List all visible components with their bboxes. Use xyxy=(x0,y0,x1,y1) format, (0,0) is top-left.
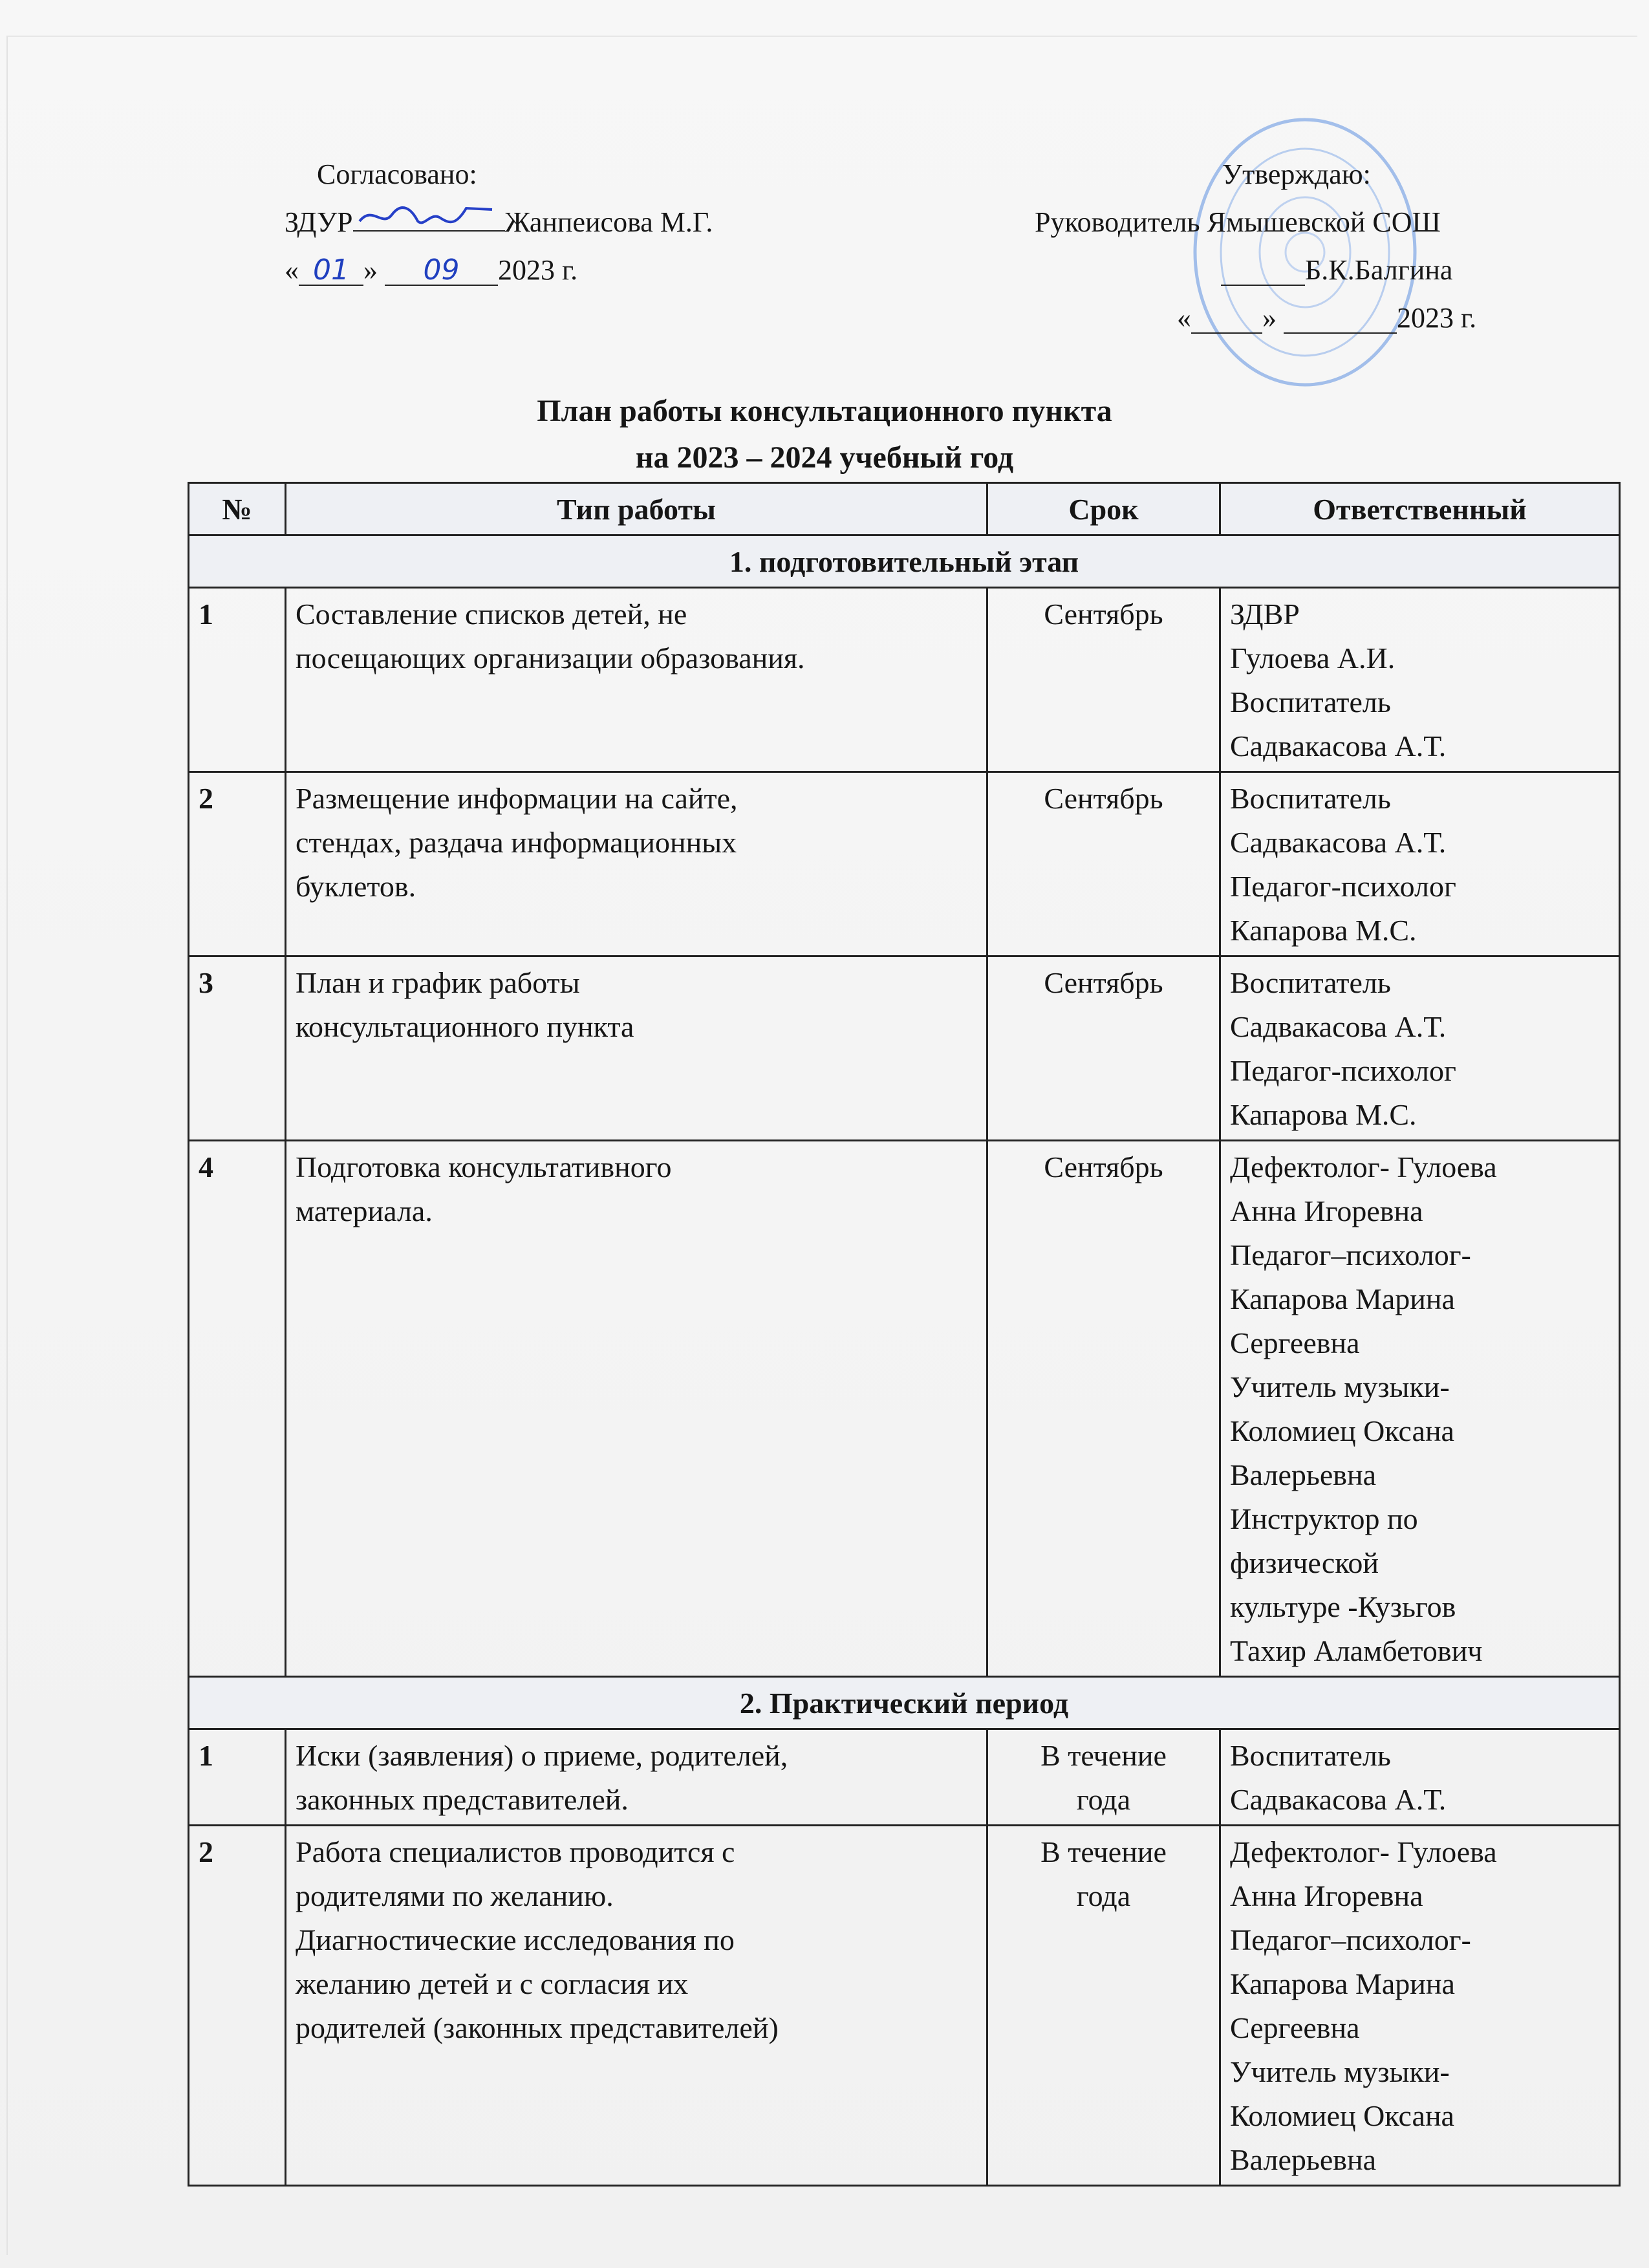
column-header-type: Тип работы xyxy=(286,483,987,535)
approve-year: 2023 г. xyxy=(1397,302,1477,334)
responsible-line: Учитель музыки- xyxy=(1230,1370,1450,1403)
work-type-line: План и график работы xyxy=(296,966,580,999)
term-line: года xyxy=(1076,1879,1131,1912)
responsible-line: Капарова М.С. xyxy=(1230,914,1417,947)
plan-table xyxy=(188,482,1621,2187)
work-type-line: законных представителей. xyxy=(296,1783,629,1816)
work-type-line: Подготовка консультативного xyxy=(296,1150,672,1183)
term-line: Сентябрь xyxy=(1044,966,1163,999)
official-seal-icon xyxy=(1189,113,1421,391)
responsible-line: физической xyxy=(1230,1546,1379,1579)
responsible-line: Капарова Марина xyxy=(1230,1282,1455,1315)
table-row xyxy=(189,1141,1620,1677)
term-cell xyxy=(987,1141,1220,1677)
work-type-line: родителей (законных представителей) xyxy=(296,2011,779,2044)
responsible-cell xyxy=(1220,588,1620,772)
responsible-line: Садвакасова А.Т. xyxy=(1230,1010,1447,1043)
work-type-cell xyxy=(286,956,987,1141)
term-cell xyxy=(987,1826,1220,2186)
agreed-signature xyxy=(353,208,505,232)
work-type-line: Иски (заявления) о приеме, родителей, xyxy=(296,1739,788,1772)
responsible-line: Воспитатель xyxy=(1230,1739,1391,1772)
plan-table-body xyxy=(189,535,1620,2186)
work-type-cell xyxy=(286,772,987,956)
approve-signature-blank xyxy=(1221,256,1305,286)
term-line: В течение xyxy=(1040,1835,1167,1868)
responsible-line: Коломиец Оксана xyxy=(1230,2099,1454,2132)
work-type-line: Работа специалистов проводится с xyxy=(296,1835,735,1868)
responsible-line: Сергеевна xyxy=(1230,1326,1360,1359)
row-number: 1 xyxy=(189,1729,286,1826)
responsible-line: ЗДВР xyxy=(1230,598,1300,631)
term-cell xyxy=(987,588,1220,772)
stage-1-title: 1. подготовительный этап xyxy=(189,535,1620,588)
row-number: 1 xyxy=(189,588,286,772)
responsible-line: Капарова Марина xyxy=(1230,1967,1455,2000)
column-header-term: Срок xyxy=(987,483,1220,535)
responsible-line: Садвакасова А.Т. xyxy=(1230,729,1447,762)
responsible-line: Садвакасова А.Т. xyxy=(1230,826,1447,859)
responsible-line: Дефектолог- Гулоева xyxy=(1230,1150,1497,1183)
agreed-date-open-quote: « xyxy=(285,254,299,286)
responsible-line: Гулоева А.И. xyxy=(1230,642,1396,675)
responsible-line: Тахир Аламбетович xyxy=(1230,1634,1483,1667)
responsible-line: Инструктор по xyxy=(1230,1502,1418,1535)
approve-month-blank xyxy=(1284,304,1397,334)
responsible-line: Анна Игоревна xyxy=(1230,1879,1423,1912)
agreed-label: Согласовано: xyxy=(317,158,477,190)
table-row xyxy=(189,956,1620,1141)
term-line: года xyxy=(1076,1783,1131,1816)
responsible-line: Валерьевна xyxy=(1230,1458,1377,1491)
table-row xyxy=(189,1729,1620,1826)
responsible-line: Педагог–психолог- xyxy=(1230,1923,1471,1956)
responsible-line: Анна Игоревна xyxy=(1230,1194,1423,1227)
responsible-cell xyxy=(1220,956,1620,1141)
responsible-line: Дефектолог- Гулоева xyxy=(1230,1835,1497,1868)
agreed-position: ЗДУР xyxy=(285,206,353,238)
document-title: План работы консультационного пункта xyxy=(537,394,1112,428)
stage-row xyxy=(189,1677,1620,1729)
approve-position: Руководитель Ямышевской СОШ xyxy=(1035,206,1441,238)
table-header-row xyxy=(189,483,1620,535)
table-row xyxy=(189,1826,1620,2186)
responsible-line: Капарова М.С. xyxy=(1230,1098,1417,1131)
agreed-date-close-quote: » xyxy=(363,254,378,286)
work-type-cell xyxy=(286,588,987,772)
column-header-number: № xyxy=(189,483,286,535)
work-type-line: Диагностические исследования по xyxy=(296,1923,735,1956)
document-subtitle: на 2023 – 2024 учебный год xyxy=(635,440,1014,475)
term-cell xyxy=(987,772,1220,956)
work-type-line: буклетов. xyxy=(296,870,416,903)
signature-mark-icon xyxy=(353,202,505,234)
responsible-line: Садвакасова А.Т. xyxy=(1230,1783,1447,1816)
term-line: В течение xyxy=(1040,1739,1167,1772)
responsible-line: Валерьевна xyxy=(1230,2143,1377,2176)
work-type-line: Размещение информации на сайте, xyxy=(296,782,738,815)
responsible-cell xyxy=(1220,772,1620,956)
work-type-line: родителями по желанию. xyxy=(296,1879,614,1912)
responsible-line: Воспитатель xyxy=(1230,686,1391,718)
work-type-cell xyxy=(286,1826,987,2186)
row-number: 2 xyxy=(189,772,286,956)
table-row xyxy=(189,772,1620,956)
work-type-line: Составление списков детей, не xyxy=(296,598,687,631)
term-cell xyxy=(987,956,1220,1141)
responsible-cell xyxy=(1220,1729,1620,1826)
approve-day-blank xyxy=(1191,304,1262,334)
row-number: 4 xyxy=(189,1141,286,1677)
responsible-line: Сергеевна xyxy=(1230,2011,1360,2044)
approve-name-line xyxy=(1221,256,1452,286)
responsible-cell xyxy=(1220,1826,1620,2186)
work-type-line: посещающих организации образования. xyxy=(296,642,805,675)
term-line: Сентябрь xyxy=(1044,782,1163,815)
work-type-cell xyxy=(286,1141,987,1677)
agreed-day: 01 xyxy=(299,256,363,286)
approve-date-close-quote: » xyxy=(1262,302,1277,334)
work-type-line: желанию детей и с согласия их xyxy=(296,1967,689,2000)
term-line: Сентябрь xyxy=(1044,1150,1163,1183)
work-type-line: стендах, раздача информационных xyxy=(296,826,737,859)
stage-row xyxy=(189,535,1620,588)
responsible-line: культуре -Кузьгов xyxy=(1230,1590,1456,1623)
approve-date-line xyxy=(1177,304,1476,334)
responsible-line: Педагог–психолог- xyxy=(1230,1238,1471,1271)
responsible-line: Воспитатель xyxy=(1230,966,1391,999)
responsible-line: Педагог-психолог xyxy=(1230,870,1456,903)
agreed-month: 09 xyxy=(385,256,498,286)
term-cell xyxy=(987,1729,1220,1826)
agreed-name: Жанпеисова М.Г. xyxy=(504,206,713,238)
agreed-date-line xyxy=(285,256,577,286)
column-header-responsible: Ответственный xyxy=(1220,483,1620,535)
responsible-line: Учитель музыки- xyxy=(1230,2055,1450,2088)
agreed-position-line xyxy=(285,208,713,237)
stage-2-title: 2. Практический период xyxy=(189,1677,1620,1729)
approve-name: Б.К.Балгина xyxy=(1305,254,1453,286)
work-type-line: консультационного пункта xyxy=(296,1010,634,1043)
work-type-line: материала. xyxy=(296,1194,433,1227)
row-number: 3 xyxy=(189,956,286,1141)
work-type-cell xyxy=(286,1729,987,1826)
responsible-line: Педагог-психолог xyxy=(1230,1054,1456,1087)
responsible-line: Воспитатель xyxy=(1230,782,1391,815)
responsible-cell xyxy=(1220,1141,1620,1677)
approve-date-open-quote: « xyxy=(1177,302,1191,334)
agreed-year: 2023 г. xyxy=(498,254,578,286)
table-row xyxy=(189,588,1620,772)
row-number: 2 xyxy=(189,1826,286,2186)
approve-label: Утверждаю: xyxy=(1222,158,1371,190)
term-line: Сентябрь xyxy=(1044,598,1163,631)
responsible-line: Коломиец Оксана xyxy=(1230,1414,1454,1447)
